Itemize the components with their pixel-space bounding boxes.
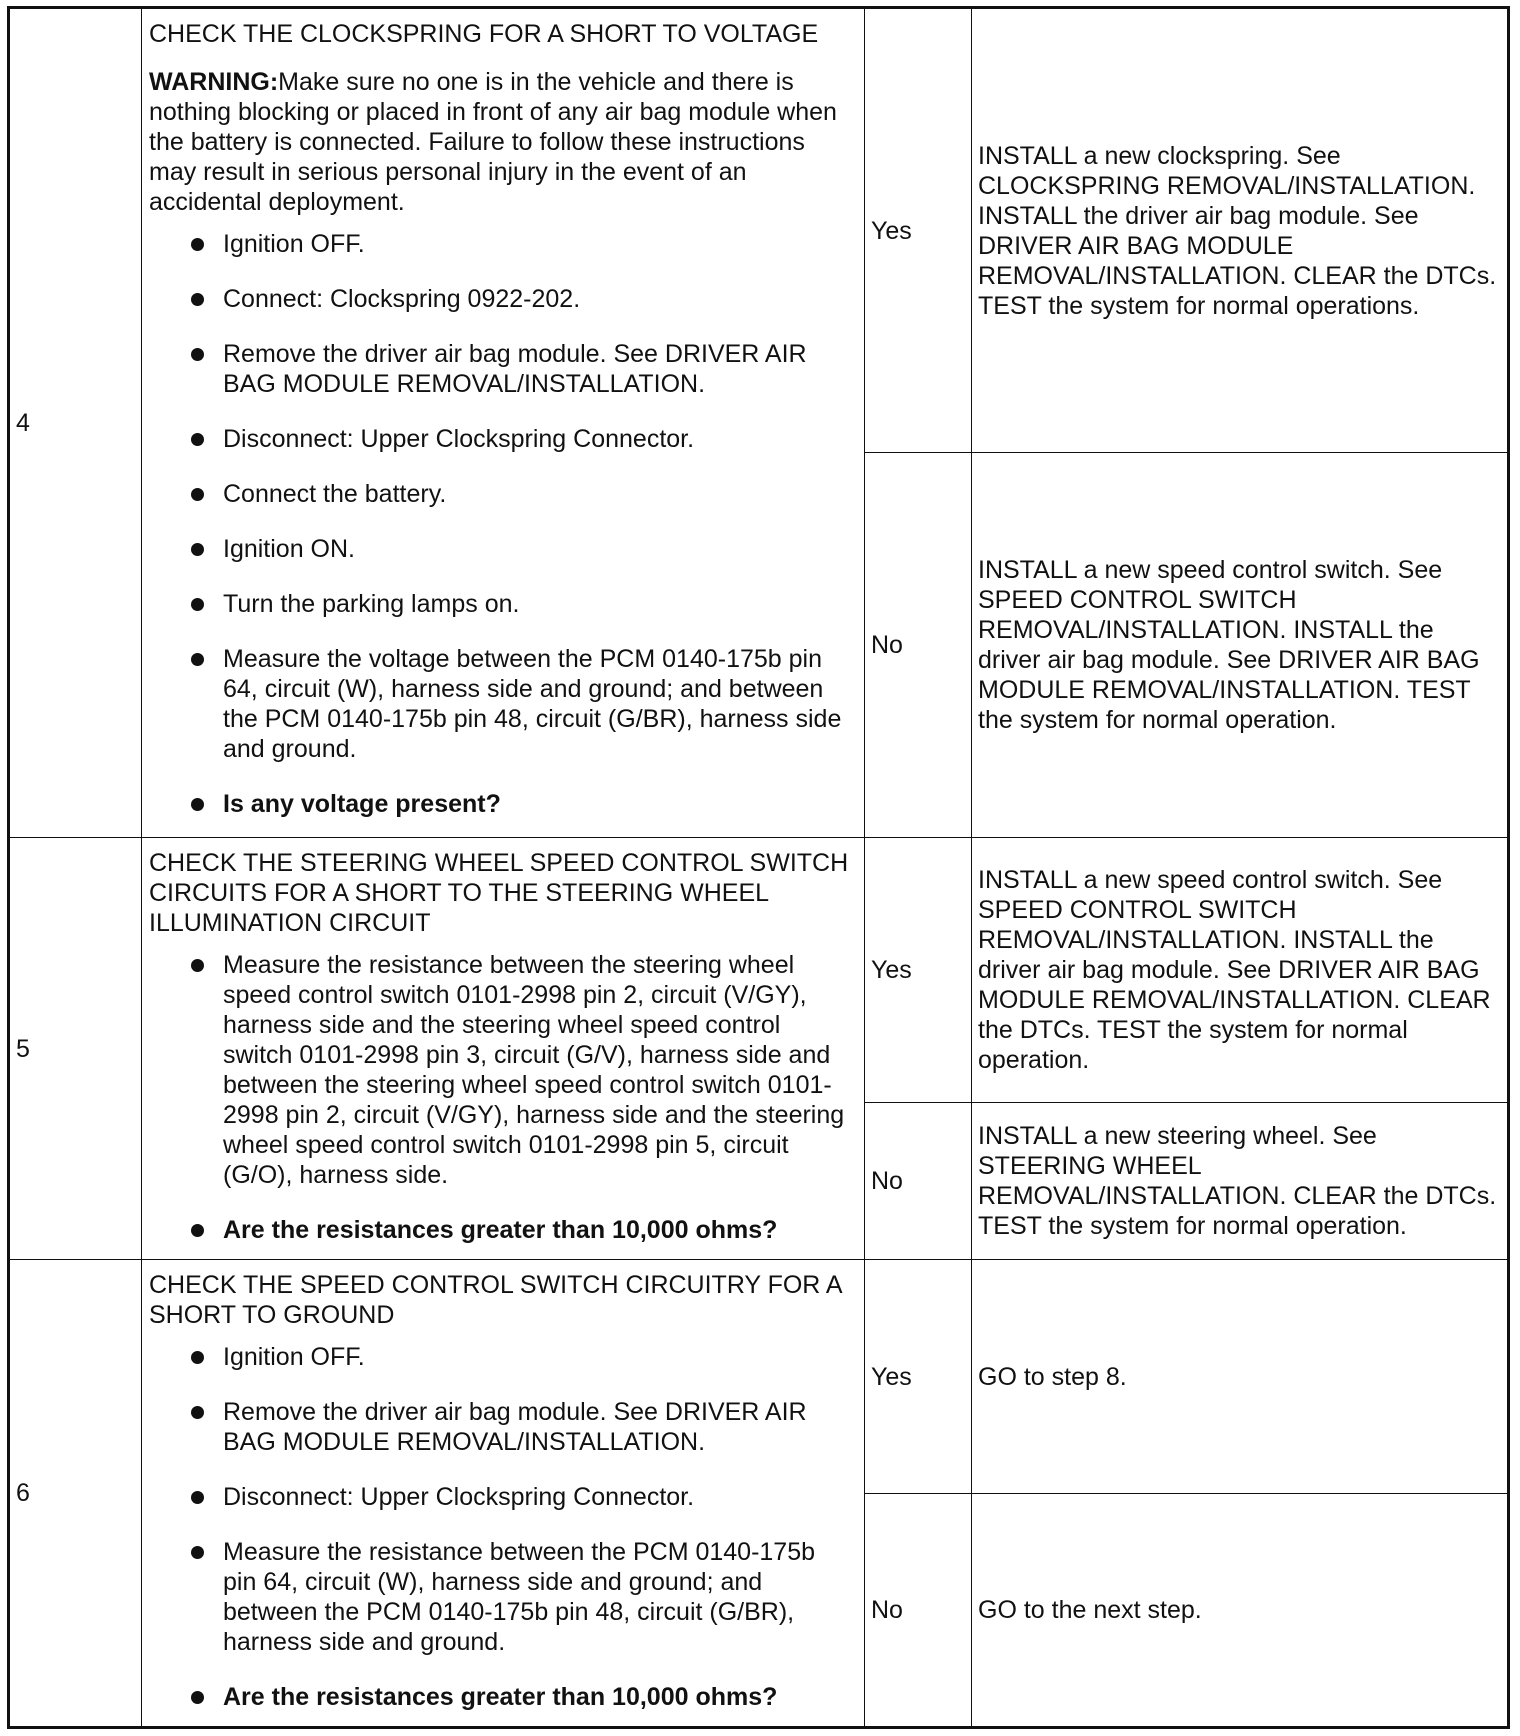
bullet-icon: [191, 798, 204, 811]
result-no: INSTALL a new speed control switch. See SPEED CONTROL SWITCH REMOVAL/INSTALLATION. INSTALL the driver air bag module. See DRIVER AIR BAG MODULE REMOVAL/INSTALLATION. TEST the system for normal operation.: [972, 453, 1509, 838]
bullet-icon: [191, 1224, 204, 1237]
instruction-item: [149, 644, 854, 764]
instruction-item: [149, 1537, 854, 1657]
instruction-item: [149, 589, 854, 619]
diagnostic-table: [7, 6, 1510, 1729]
bullet-icon: [191, 488, 204, 501]
question-text: Are the resistances greater than 10,000 ohms?: [223, 1216, 778, 1244]
answer-no: No: [865, 453, 972, 838]
instruction-item: [149, 1482, 854, 1512]
result-no: INSTALL a new steering wheel. See STEERING WHEEL REMOVAL/INSTALLATION. CLEAR the DTCs. TEST the system for normal operation.: [972, 1103, 1509, 1260]
step-4-yes-row: [9, 8, 1509, 453]
step-number: 4: [9, 8, 142, 838]
instruction-text: Remove the driver air bag module. See DRIVER AIR BAG MODULE REMOVAL/INSTALLATION.: [223, 340, 807, 398]
question-text: Is any voltage present?: [223, 790, 501, 818]
instruction-text: Ignition ON.: [223, 535, 356, 563]
instruction-text: Ignition OFF.: [223, 230, 365, 258]
result-yes: GO to step 8.: [972, 1260, 1509, 1494]
instruction-text: Ignition OFF.: [223, 1343, 365, 1371]
bullet-icon: [191, 1691, 204, 1704]
result-yes: INSTALL a new speed control switch. See SPEED CONTROL SWITCH REMOVAL/INSTALLATION. INSTALL the driver air bag module. See DRIVER AIR BAG MODULE REMOVAL/INSTALLATION. CLEAR the DTCs. TEST the system for normal operation.: [972, 838, 1509, 1103]
instruction-item: [149, 339, 854, 399]
bullet-icon: [191, 1491, 204, 1504]
instruction-item: [149, 950, 854, 1190]
instruction-item: [149, 229, 854, 259]
question-item: [149, 1682, 854, 1712]
bullet-icon: [191, 1406, 204, 1419]
test-step-cell: [142, 8, 865, 838]
step-heading: CHECK THE CLOCKSPRING FOR A SHORT TO VOLTAGE: [149, 20, 819, 48]
warning-note: [149, 67, 854, 217]
bullet-icon: [191, 1546, 204, 1559]
instruction-item: [149, 479, 854, 509]
test-step-cell: [142, 1260, 865, 1728]
answer-no: No: [865, 1494, 972, 1728]
instruction-text: Remove the driver air bag module. See DRIVER AIR BAG MODULE REMOVAL/INSTALLATION.: [223, 1398, 807, 1456]
instruction-text: Measure the voltage between the PCM 0140-175b pin 64, circuit (W), harness side and ground; and between the PCM 0140-175b pin 48, circuit (G/BR), harness side and ground.: [223, 645, 842, 763]
answer-yes: Yes: [865, 8, 972, 453]
step-number: 6: [9, 1260, 142, 1728]
bullet-icon: [191, 1351, 204, 1364]
instruction-text: Measure the resistance between the PCM 0140-175b pin 64, circuit (W), harness side and ground; and between the PCM 0140-175b pin 48, circuit (G/BR), harness side and ground.: [223, 1538, 816, 1656]
instruction-list: [149, 950, 854, 1245]
question-item: [149, 789, 854, 819]
bullet-icon: [191, 598, 204, 611]
instruction-text: Connect: Clockspring 0922-202.: [223, 285, 581, 313]
instruction-item: [149, 1397, 854, 1457]
test-step-cell: [142, 838, 865, 1260]
bullet-icon: [191, 433, 204, 446]
instruction-item: [149, 424, 854, 454]
result-no: GO to the next step.: [972, 1494, 1509, 1728]
bullet-icon: [191, 293, 204, 306]
step-heading: CHECK THE STEERING WHEEL SPEED CONTROL SWITCH CIRCUITS FOR A SHORT TO THE STEERING WHEEL ILLUMINATION CIRCUIT: [149, 849, 849, 937]
bullet-icon: [191, 348, 204, 361]
bullet-icon: [191, 543, 204, 556]
step-5-yes-row: [9, 838, 1509, 1103]
instruction-text: Disconnect: Upper Clockspring Connector.: [223, 425, 695, 453]
bullet-icon: [191, 959, 204, 972]
result-yes: INSTALL a new clockspring. See CLOCKSPRING REMOVAL/INSTALLATION. INSTALL the driver air bag module. See DRIVER AIR BAG MODULE REMOVAL/INSTALLATION. CLEAR the DTCs. TEST the system for normal operations.: [972, 8, 1509, 453]
instruction-list: [149, 1342, 854, 1712]
question-text: Are the resistances greater than 10,000 ohms?: [223, 1683, 778, 1711]
step-number: 5: [9, 838, 142, 1260]
warning-label: WARNING:: [149, 68, 279, 96]
bullet-icon: [191, 653, 204, 666]
instruction-item: [149, 1342, 854, 1372]
instruction-item: [149, 284, 854, 314]
step-heading: CHECK THE SPEED CONTROL SWITCH CIRCUITRY FOR A SHORT TO GROUND: [149, 1271, 842, 1329]
instruction-text: Measure the resistance between the steering wheel speed control switch 0101-2998 pin 2, circuit (V/GY), harness side and the steering wheel speed control switch 0101-2998 pin 3, circuit (G/V), harness side and between the steering wheel speed control switch 0101-2998 pin 2, circuit (V/GY), harness side and the steering wheel speed control switch 0101-2998 pin 5, circuit (G/O), harness side.: [223, 951, 845, 1189]
instruction-list: [149, 229, 854, 819]
answer-no: No: [865, 1103, 972, 1260]
warning-text: Make sure no one is in the vehicle and there is nothing blocking or placed in front of any air bag module when the battery is connected. Failure to follow these instructions may result in serious personal injury in the event of an accidental deployment.: [149, 68, 837, 216]
bullet-icon: [191, 238, 204, 251]
instruction-text: Disconnect: Upper Clockspring Connector.: [223, 1483, 695, 1511]
answer-yes: Yes: [865, 1260, 972, 1494]
instruction-item: [149, 534, 854, 564]
step-6-yes-row: [9, 1260, 1509, 1494]
instruction-text: Connect the battery.: [223, 480, 447, 508]
question-item: [149, 1215, 854, 1245]
answer-yes: Yes: [865, 838, 972, 1103]
instruction-text: Turn the parking lamps on.: [223, 590, 520, 618]
